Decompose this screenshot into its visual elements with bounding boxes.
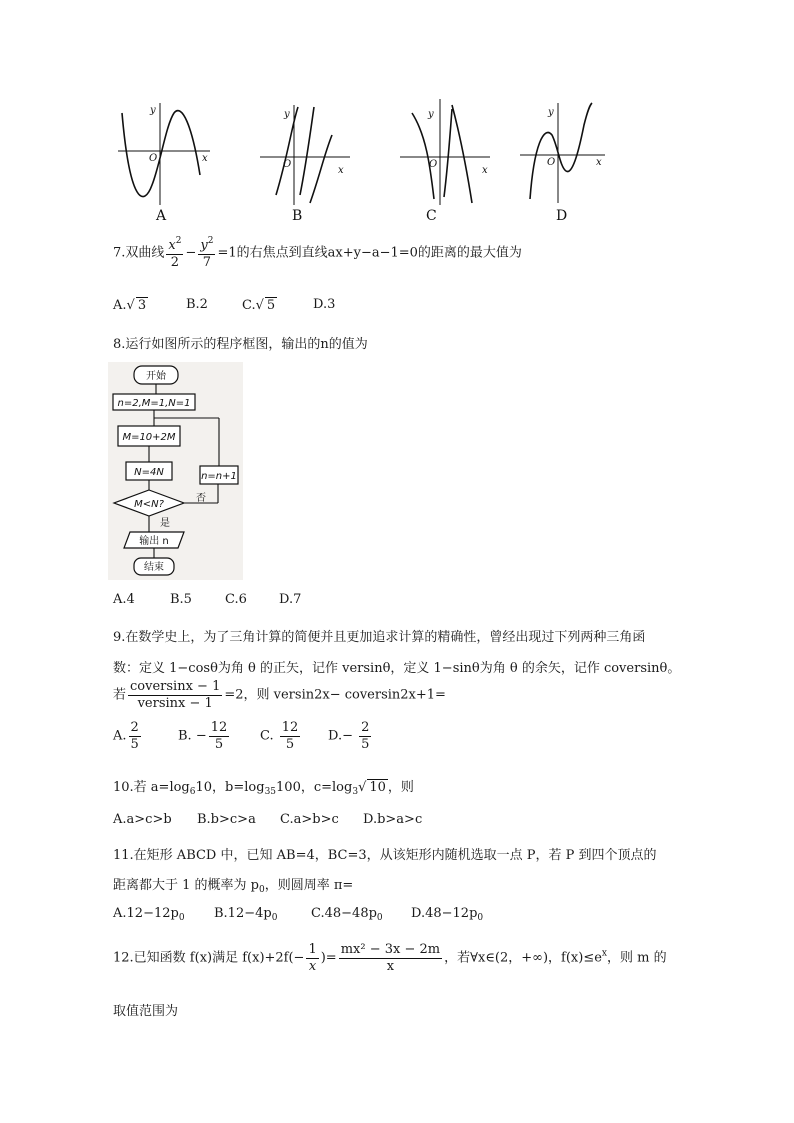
flow-output-label: 输出 n xyxy=(139,536,169,547)
flow-end-label: 结束 xyxy=(144,562,164,573)
q9-option-a: A. $\frac{2}{5}$ xyxy=(113,720,139,752)
q9-fraction: $\frac{\text{coversinx − 1}}{\text{versinx − 1}}$ xyxy=(130,679,221,711)
flow-increment-label: n=n+1 xyxy=(201,471,237,482)
q11-option-a: $A.12-12p_0$ xyxy=(113,906,185,923)
question-10: 10.若 $a=\log_610$，$b=\log_{35}100$，$c=\log_3√$ 10 ，则 xyxy=(113,780,414,797)
q11-option-c: $C.48-48p_0$ xyxy=(311,906,383,923)
question-11-line2: 距离都大于 1 的概率为 $p_0$，则圆周率 π= xyxy=(113,878,354,895)
graph-a-origin: O xyxy=(149,153,158,164)
flow-no-label: 否 xyxy=(196,493,206,504)
q10-option-a: A.a>c>b xyxy=(113,812,172,827)
graph-b-x-label: x xyxy=(338,165,344,176)
q8-option-a: A.4 xyxy=(113,592,135,607)
graph-a-x-label: x xyxy=(202,153,208,164)
q9-option-d: D.− $\frac{2}{5}$ xyxy=(328,720,370,752)
q9-option-c: C. $\frac{12}{5}$ xyxy=(260,720,299,752)
q10-option-c: C.a>b>c xyxy=(280,812,339,827)
q10-option-d: D.b>a>c xyxy=(363,812,423,827)
flow-start-label: 开始 xyxy=(146,371,166,382)
q7-frac-y: $\frac{y^2}{7}$ xyxy=(200,236,214,270)
q7-frac-x: $\frac{x^2}{2}$ xyxy=(168,236,182,270)
function-graphs xyxy=(110,95,620,225)
q7-prefix: 7.双曲线 xyxy=(113,245,165,261)
q10-option-b: B.b>c>a xyxy=(197,812,256,827)
q7-option-a: A.√ 3 xyxy=(113,298,147,313)
q8-option-d: D.7 xyxy=(279,592,302,607)
graph-c-origin: O xyxy=(429,159,438,170)
question-9-condition: 若 $\frac{\text{coversinx − 1}}{\text{versinx − 1}}$ =2，则 versin2x− coversin2x+1= xyxy=(113,679,446,711)
graph-d-origin: O xyxy=(547,157,556,168)
graph-d-caption: D xyxy=(556,208,568,224)
question-9-line1: 9.在数学史上，为了三角计算的简便并且更加追求计算的精确性，曾经出现过下列两种三角函 xyxy=(113,630,646,645)
flow-init-label: n=2,M=1,N=1 xyxy=(117,398,191,409)
q12-big-fraction: $\frac{\text{mx² − 3x − 2m}}{x}$ xyxy=(340,942,441,974)
graph-b xyxy=(260,105,350,224)
flowchart xyxy=(108,362,243,580)
question-8: 8.运行如图所示的程序框图，输出的n的值为 xyxy=(113,337,368,352)
question-12: 12.已知函数 f(x)满足 f(x)+2f(− $\frac{1}{x}$ )= $\frac{\text{mx² − 3x − 2m}}{x}$ ，若∀x∈(2，+∞)，$f(x)\le e^x$，则 m 的 xyxy=(113,942,667,974)
q7-text: =1的右焦点到直线ax+y−a−1=0的距离的最大值为 xyxy=(217,245,522,261)
q11-option-d: $D.48-12p_0$ xyxy=(411,906,484,923)
q9-option-b: B. − $\frac{12}{5}$ xyxy=(178,720,228,752)
question-9-line2: 数：定义 1−cosθ为角 θ 的正矢，记作 versinθ，定义 1−sinθ为角 θ 的余矢，记作 coversinθ。 xyxy=(113,661,681,676)
question-12-line2: 取值范围为 xyxy=(113,1004,179,1019)
graph-a-y-label: y xyxy=(150,105,156,116)
q12-small-fraction: $\frac{1}{x}$ xyxy=(308,942,317,974)
flow-n-assign-label: N=4N xyxy=(134,467,164,478)
graph-d-y-label: y xyxy=(548,107,554,118)
flow-condition-label: M<N? xyxy=(134,499,164,510)
q8-option-b: B.5 xyxy=(170,592,192,607)
question-11-line1: 11.在矩形 ABCD 中，已知 AB=4，BC=3，从该矩形内随机选取一点 P，若 P 到四个顶点的 xyxy=(113,848,657,863)
question-7: 7.双曲线 $\frac{x^2}{2}$ − $\frac{y^2}{7}$ =1的右焦点到直线ax+y−a−1=0的距离的最大值为 xyxy=(113,236,522,270)
q11-option-b: $B.12-4p_0$ xyxy=(214,906,278,923)
q8-option-c: C.6 xyxy=(225,592,247,607)
graph-b-origin: O xyxy=(283,159,292,170)
graph-c xyxy=(400,99,490,224)
graph-d xyxy=(520,103,605,224)
graph-a-caption: A xyxy=(156,208,167,224)
graph-c-caption: C xyxy=(426,208,437,224)
q7-option-c: C.√ 5 xyxy=(242,298,276,313)
q7-option-d: D.3 xyxy=(313,297,336,312)
graph-d-x-label: x xyxy=(596,157,602,168)
flow-m-assign-label: M=10+2M xyxy=(122,432,176,443)
graph-c-y-label: y xyxy=(428,109,434,120)
q7-option-b: B.2 xyxy=(186,297,208,312)
flow-yes-label: 是 xyxy=(160,518,170,529)
graph-a xyxy=(118,103,210,224)
graph-b-caption: B xyxy=(292,208,303,224)
graph-b-y-label: y xyxy=(284,109,290,120)
graph-c-x-label: x xyxy=(482,165,488,176)
